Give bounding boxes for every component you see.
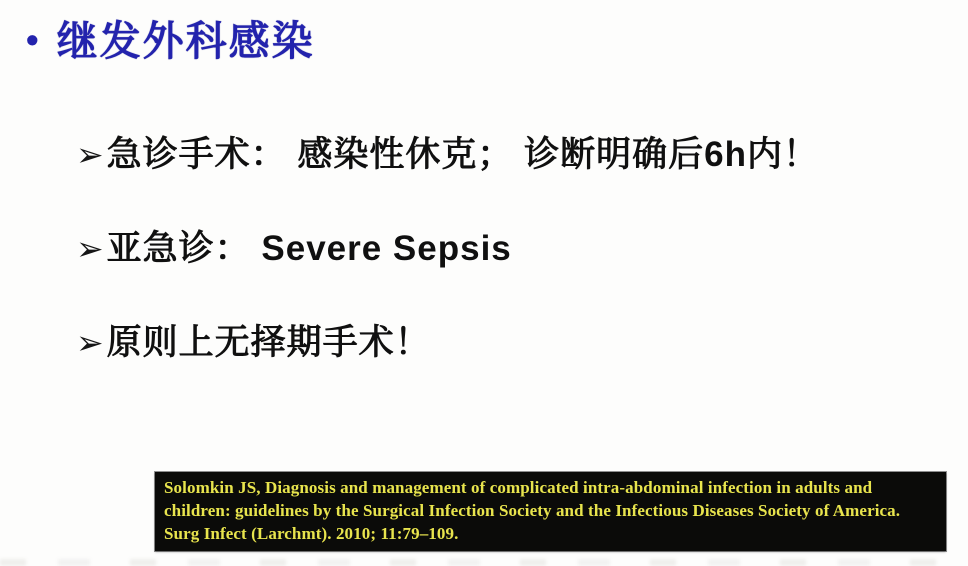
title-bullet-dot: • (26, 18, 39, 60)
bullet-item-sub-emergency (76, 225, 512, 273)
reference-citation-text: Solomkin JS, Diagnosis and management of complicated intra-abdominal infection in adults and children: guidelines by the Surgical Infection Society and the Infectious Diseases Society of America. Surg Infect (Larchmt). 2010; 11:79–109. (164, 478, 901, 543)
bullet-text-emergency-surgery: 急诊手术： 感染性休克； 诊断明确后6h内！ (106, 135, 819, 174)
slide-title: 继发外科感染 (56, 18, 315, 64)
bullet-item-no-elective-surgery (76, 319, 431, 367)
bullet-item-emergency-surgery (76, 131, 819, 179)
reference-citation-box (155, 472, 946, 551)
slide-title-row (26, 18, 315, 65)
bullet-text-no-elective-surgery: 原则上无择期手术！ (106, 323, 431, 362)
arrowhead-bullet-icon: ➢ (76, 324, 104, 361)
arrowhead-bullet-icon: ➢ (76, 136, 104, 173)
bullet-text-sub-emergency: 亚急诊： Severe Sepsis (106, 229, 512, 268)
bottom-edge-artifact (0, 559, 968, 566)
arrowhead-bullet-icon: ➢ (76, 230, 104, 267)
